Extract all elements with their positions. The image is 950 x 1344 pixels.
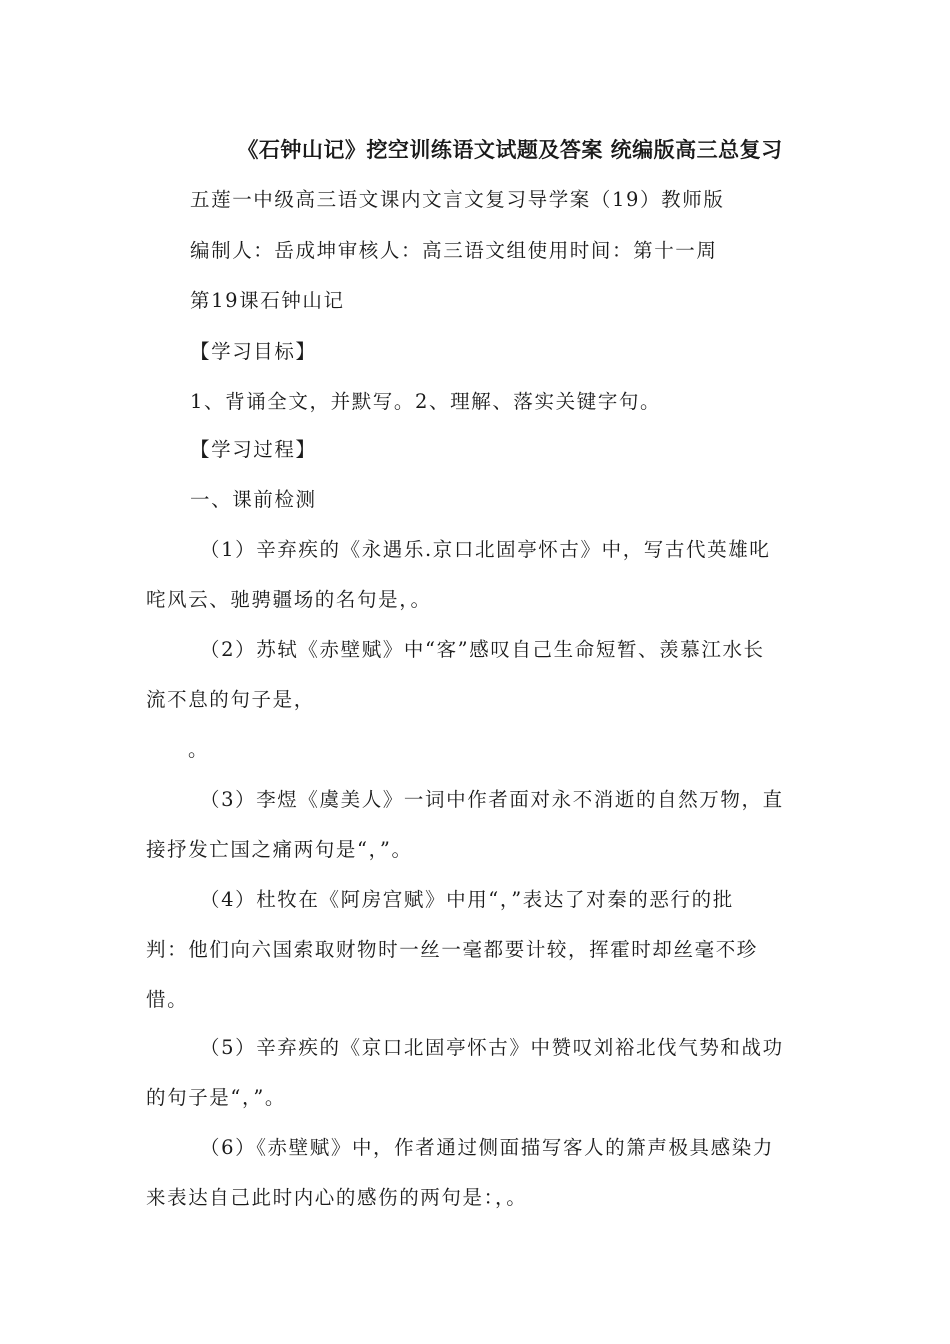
question-3-line-1: （3）李煜《虞美人》一词中作者面对永不消逝的自然万物，直 [200,788,784,811]
question-2-line-1: （2）苏轼《赤壁赋》中“客”感叹自己生命短暂、羡慕江水长 [200,638,765,661]
header-line-editor: 编制人：岳成坤审核人：高三语文组使用时间：第十一周 [190,239,718,262]
question-2-line-2: 流不息的句子是， [146,688,315,711]
subsection-heading-pre-test: 一、课前检测 [190,488,317,511]
question-3-line-2: 接抒发亡国之痛两句是“，”。 [146,838,413,861]
question-5-line-1: （5）辛弃疾的《京口北固亭怀古》中赞叹刘裕北伐气势和战功 [200,1036,784,1059]
question-5-line-2: 的句子是“，”。 [146,1086,286,1109]
question-4-line-3: 惜。 [146,988,189,1011]
question-6-line-2: 来表达自己此时内心的感伤的两句是：，。 [146,1186,528,1209]
section-heading-goals: 【学习目标】 [190,340,317,363]
section-heading-process: 【学习过程】 [190,438,317,461]
document-title: 《石钟山记》挖空训练语文试题及答案 统编版高三总复习 [237,138,783,162]
header-line-lesson: 第19课石钟山记 [190,289,345,312]
question-1-line-1: （1）辛弃疾的《永遇乐.京口北固亭怀古》中，写古代英雄叱 [200,538,771,561]
question-2-line-3: 。 [188,738,210,761]
header-line-school: 五莲一中级高三语文课内文言文复习导学案（19）教师版 [190,188,725,211]
question-4-line-1: （4）杜牧在《阿房宫赋》中用“，”表达了对秦的恶行的批 [200,888,734,911]
goals-text: 1、背诵全文，并默写。2、理解、落实关键字句。 [190,390,662,413]
question-4-line-2: 判：他们向六国索取财物时一丝一毫都要计较，挥霍时却丝毫不珍 [146,938,758,961]
question-1-line-2: 咤风云、驰骋疆场的名句是，。 [146,588,432,611]
question-6-line-1: （6）《赤壁赋》中，作者通过侧面描写客人的箫声极具感染力 [200,1136,774,1159]
